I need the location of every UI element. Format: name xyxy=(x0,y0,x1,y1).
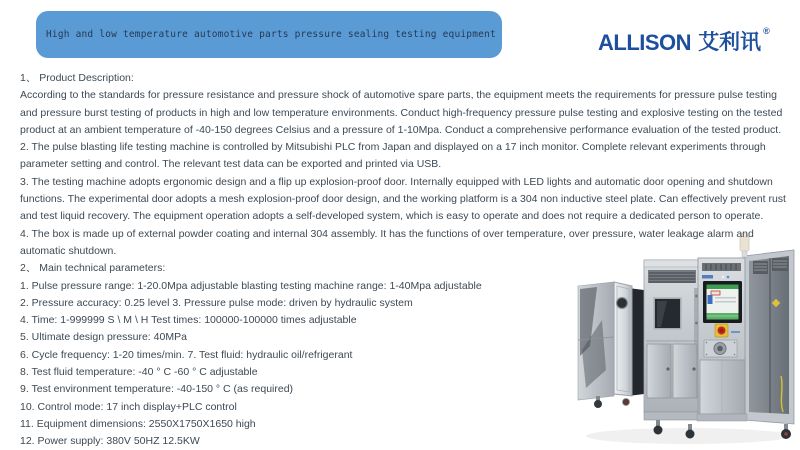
parameter-item: 12. Power supply: 380V 50HZ 12.5KW xyxy=(20,435,200,448)
document-body xyxy=(20,70,792,450)
parameter-item: 5. Ultimate design pressure: 40MPa xyxy=(20,331,187,344)
parameter-item: 1. Pulse pressure range: 1-20.0Mpa adjustable blasting testing machine range: 1-40Mpa adjustable xyxy=(20,279,482,292)
technical-parameters-list xyxy=(20,278,792,450)
parameter-item: 2. Pressure accuracy: 0.25 level 3. Pressure pulse mode: driven by hydraulic system xyxy=(20,296,413,309)
description-paragraph: 3. The testing machine adopts ergonomic design and a flip up explosion-proof door. Internally equipped with LED lights and automatic door opening and shutdown functions. The experimental door adopts a mesh explosion-proof door design, and the working platform is a 304 non inductive steel plate. Can effectively prevent rust and test liquid recovery. The equipment operation adopts a self-developed system, which is easy to operate and does not require a dedicated person to operate. xyxy=(20,175,786,223)
technical-parameters-heading: 2、 Main technical parameters: xyxy=(20,262,166,275)
parameter-item: 8. Test fluid temperature: -40 ° C -60 ° C adjustable xyxy=(20,366,258,379)
product-description-heading: 1、 Product Description: xyxy=(20,72,134,84)
description-paragraph: 2. The pulse blasting life testing machine is controlled by Mitsubishi PLC from Japan and displayed on a 17 inch monitor. Complete relevant experiments through parameter setting and control. The relevant test data can be exported and printed via USB. xyxy=(20,141,766,171)
parameter-item: 11. Equipment dimensions: 2550X1750X1650 high xyxy=(20,417,256,430)
parameter-item: 4. Time: 1-999999 S \ M \ H Test times: 100000-100000 times adjustable xyxy=(20,314,357,327)
registered-trademark-icon: ® xyxy=(763,26,770,36)
description-paragraph: 4. The box is made up of external powder coating and internal 304 assembly. It has the functions of over temperature, over pressure, water leakage alarm and automatic shutdown. xyxy=(20,227,754,257)
parameter-item: 10. Control mode: 17 inch display+PLC control xyxy=(20,400,237,413)
logo-wordmark: ALLISON xyxy=(598,30,692,55)
logo-chinese-name: 艾利讯 xyxy=(698,31,762,54)
page-title: High and low temperature automotive parts pressure sealing testing equipment xyxy=(46,29,496,40)
parameter-item: 6. Cycle frequency: 1-20 times/min. 7. Test fluid: hydraulic oil/refrigerant xyxy=(20,348,353,361)
brand-logo xyxy=(598,26,770,56)
title-banner xyxy=(36,11,502,58)
description-paragraph: According to the standards for pressure resistance and pressure shock of automotive spare parts, the equipment meets the requirements for pressure pulse testing and pressure burst testing of products in high and low temperature environments. Conduct high-frequency pressure pulse testing and explosive testing on the tested product at an ambient temperature of -40-150 degrees Celsius and a pressure of 1-10Mpa. Conduct a comprehensive performance evaluation of the tested product. xyxy=(20,89,783,136)
parameter-item: 9. Test environment temperature: -40-150 ° C (as required) xyxy=(20,383,294,396)
